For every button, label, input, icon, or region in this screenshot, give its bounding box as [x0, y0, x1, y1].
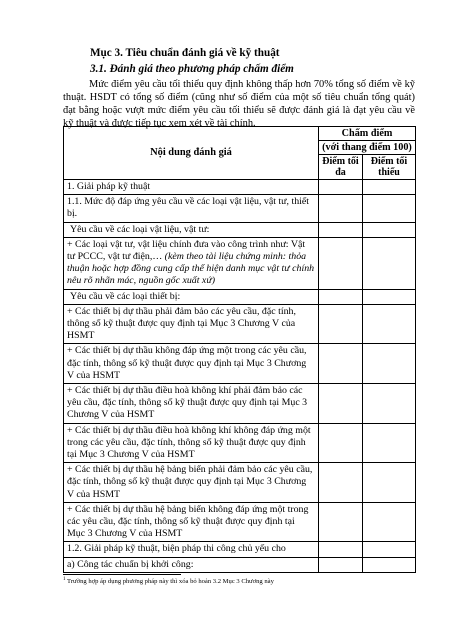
row-label: Yêu cầu về các loại vật liệu, vật tư: — [64, 222, 319, 237]
table-row — [64, 195, 416, 222]
header-max-score: Điểm tối đa — [319, 155, 363, 180]
footnote — [63, 577, 274, 585]
intro-paragraph — [63, 78, 415, 130]
intro-text: Mức điểm yêu cầu tối thiểu quy định không thấp hơn 70% tổng số điểm về kỹ thuật. HSDT có tổng số điểm (cũng như số điểm của một số tiêu chuẩn tổng quát) đạt bằng hoặc vượt mức điểm yêu cầu tối thiểu sẽ được đánh giá là đạt yêu cầu về kỹ thuật và được tiếp tục xem xét về tài chính. — [63, 79, 415, 129]
table-row — [64, 463, 416, 503]
table-row — [64, 289, 416, 304]
table-row — [64, 423, 416, 463]
footnote-mark: 1 — [63, 577, 66, 582]
row-label: 1. Giải pháp kỹ thuật — [64, 180, 319, 195]
row-note: (kèm theo tài liệu chứng minh: thỏa thuận hoặc hợp đồng cung cấp thể hiện danh mục vật tư chính nêu rõ nhãn mác, nguồn gốc xuất xứ) — [67, 251, 315, 287]
table-row — [64, 542, 416, 557]
table-row — [64, 222, 416, 237]
table-row — [64, 237, 416, 289]
row-label: + Các thiết bị dự thầu điều hoà không khí không đáp ứng một trong các yêu cầu, đặc tính, thông số kỹ thuật được quy định tại Mục 3 Chương V của HSMT — [64, 423, 319, 463]
footnote-text: Trường hợp áp dụng phương pháp này thì xóa bỏ hoản 3.2 Mục 3 Chương này — [67, 578, 274, 586]
row-label: + Các loại vật tư, vật liệu chính đưa vào công trình như: Vật tư PCCC, vật tư điện,… — [67, 238, 306, 263]
subsection-heading: 3.1. Đánh giá theo phương pháp chấm điểm — [90, 63, 294, 75]
row-label: Yêu cầu về các loại thiết bị: — [64, 289, 319, 304]
evaluation-table — [63, 126, 416, 573]
footnote-divider — [63, 574, 181, 575]
table-row — [64, 180, 416, 195]
table-header-row — [64, 127, 416, 141]
table-row — [64, 502, 416, 542]
header-content: Nội dung đánh giá — [64, 127, 319, 180]
header-score: Chấm điểm — [319, 127, 416, 141]
row-label: a) Công tác chuẩn bị khởi công: — [64, 557, 319, 572]
section-heading: Mục 3. Tiêu chuẩn đánh giá về kỹ thuật — [90, 47, 280, 59]
row-cell — [64, 237, 319, 289]
row-label: 1.2. Giải pháp kỹ thuật, biện pháp thi công chủ yếu cho — [64, 542, 319, 557]
row-label: + Các thiết bị dự thầu hệ bảng biển không đáp ứng một trong các yêu cầu, đặc tính, thông số kỹ thuật được quy định tại Mục 3 Chương V của HSMT — [64, 502, 319, 542]
row-label: + Các thiết bị dự thầu hệ bảng biển phải đảm bảo các yêu cầu, đặc tính, thông số kỹ thuật được quy định tại Mục 3 Chương V của HSMT — [64, 463, 319, 503]
row-label: + Các thiết bị dự thầu phải đảm bảo các yêu cầu, đặc tính, thông số kỹ thuật được quy định tại Mục 3 Chương V của HSMT — [64, 304, 319, 344]
header-scale: (với thang điểm 100) — [319, 141, 416, 155]
table-row — [64, 304, 416, 344]
table-row — [64, 344, 416, 384]
row-label: + Các thiết bị dự thầu không đáp ứng một trong các yêu cầu, đặc tính, thông số kỹ thuật được quy định tại Mục 3 Chương V của HSMT — [64, 344, 319, 384]
row-label: 1.1. Mức độ đáp ứng yêu cầu về các loại vật liệu, vật tư, thiết bị. — [64, 195, 319, 222]
row-label: + Các thiết bị dự thầu điều hoà không khí phải đảm bảo các yêu cầu, đặc tính, thông số kỹ thuật được quy định tại Mục 3 Chương V của HSMT — [64, 384, 319, 424]
table-row — [64, 557, 416, 572]
table-row — [64, 384, 416, 424]
header-min-score: Điểm tối thiểu — [363, 155, 416, 180]
